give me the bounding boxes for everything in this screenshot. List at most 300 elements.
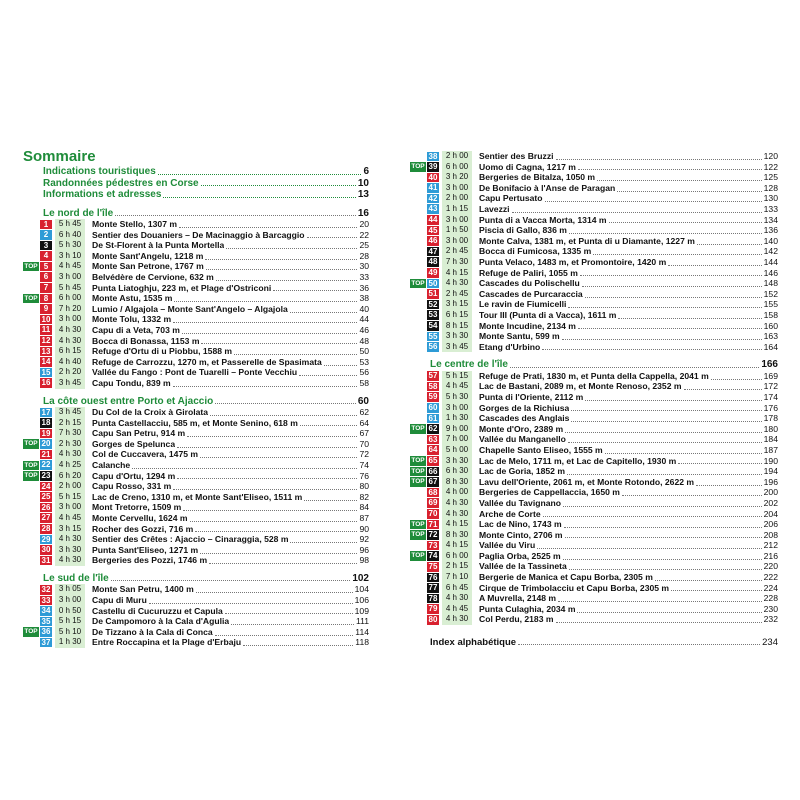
- route-row[interactable]: [410, 593, 778, 604]
- leader-dots: [593, 248, 761, 255]
- route-number: 17: [41, 407, 51, 417]
- route-name: Lac de Goria, 1852 m: [479, 466, 565, 477]
- route-duration: 2 h 00: [55, 481, 85, 492]
- route-name: Monte Tolu, 1332 m: [92, 314, 172, 325]
- route-number: 69: [428, 498, 438, 508]
- section-label: Le centre de l'île: [430, 359, 508, 371]
- route-row[interactable]: [410, 183, 778, 194]
- route-number: 21: [41, 449, 51, 459]
- route-row[interactable]: [23, 428, 369, 439]
- leader-dots: [196, 586, 353, 593]
- route-row[interactable]: [410, 487, 778, 498]
- route-page: 96: [359, 544, 369, 555]
- route-duration: 4 h 30: [55, 336, 85, 347]
- route-row[interactable]: [23, 471, 369, 482]
- route-name: Lac de Bastani, 2089 m, et Monte Renoso, 2352 m: [479, 381, 682, 392]
- route-number: 26: [41, 502, 51, 512]
- route-name: Col de Cuccavera, 1475 m: [92, 449, 199, 460]
- route-duration: 2 h 15: [55, 418, 85, 429]
- section-page: 102: [352, 572, 369, 584]
- route-duration: 4 h 25: [55, 460, 85, 471]
- route-duration: 4 h 30: [442, 614, 472, 625]
- leader-dots: [668, 259, 761, 266]
- route-row[interactable]: [23, 418, 369, 429]
- route-row[interactable]: [23, 534, 369, 545]
- top-badge: [23, 606, 39, 616]
- route-page: 232: [763, 614, 778, 625]
- route-name: Vallée du Viru: [479, 540, 536, 551]
- route-row[interactable]: [410, 604, 778, 615]
- route-row[interactable]: [410, 215, 778, 226]
- route-row[interactable]: [410, 434, 778, 445]
- route-row[interactable]: [23, 283, 369, 294]
- top-badge: [410, 194, 426, 204]
- route-page: 187: [763, 444, 778, 455]
- route-row[interactable]: [410, 540, 778, 551]
- route-name: Sentier des Bruzzi: [479, 151, 554, 161]
- route-row[interactable]: [23, 240, 369, 251]
- route-duration: 1 h 50: [442, 225, 472, 236]
- top-badge: [410, 403, 426, 413]
- route-row[interactable]: [410, 551, 778, 562]
- section: [410, 359, 778, 625]
- leader-dots: [571, 404, 761, 411]
- route-number: 24: [41, 481, 51, 491]
- route-name: Paglia Orba, 2525 m: [479, 550, 561, 561]
- top-badge: [410, 382, 426, 392]
- top-badge: [410, 604, 426, 614]
- route-number: 59: [428, 392, 438, 402]
- route-page: 174: [763, 391, 778, 402]
- route-number: 8: [40, 294, 52, 304]
- leader-dots: [585, 394, 761, 401]
- route-number: 39: [428, 162, 438, 172]
- top-badge: [23, 585, 39, 595]
- top-badge: [23, 273, 39, 283]
- route-row[interactable]: [410, 278, 778, 289]
- section: [23, 208, 369, 389]
- leader-dots: [173, 380, 358, 387]
- route-name: De Bonifacio à l'Anse de Paragan: [479, 182, 616, 193]
- route-page: 180: [763, 423, 778, 434]
- route-row[interactable]: [410, 371, 778, 382]
- route-name: Tour III (Punta di a Vacca), 1611 m: [479, 309, 617, 320]
- leader-dots: [115, 215, 356, 216]
- top-badge: [23, 638, 39, 648]
- route-duration: 5 h 30: [442, 392, 472, 403]
- leader-dots: [304, 494, 357, 501]
- top-badge: [410, 562, 426, 572]
- route-duration: 4 h 15: [442, 540, 472, 551]
- top-badge: TOP: [24, 262, 38, 270]
- route-row[interactable]: [23, 637, 369, 648]
- route-row[interactable]: [410, 151, 778, 162]
- route-row[interactable]: [23, 545, 369, 556]
- route-duration: 3 h 00: [442, 215, 472, 226]
- route-number: 46: [428, 236, 438, 246]
- route-number: 16: [41, 378, 51, 388]
- route-name: Capu di Muru: [92, 595, 147, 605]
- route-row[interactable]: [410, 466, 778, 477]
- top-badge: [23, 503, 39, 513]
- top-badge: [410, 268, 426, 278]
- route-row[interactable]: [410, 268, 778, 279]
- route-row[interactable]: [410, 456, 778, 467]
- route-number: 68: [428, 487, 438, 497]
- route-duration: 6 h 15: [55, 346, 85, 357]
- route-row[interactable]: [410, 498, 778, 509]
- route-number: 7: [40, 283, 52, 293]
- route-name: Bocca di Bonassa, 1153 m: [92, 335, 200, 346]
- route-duration: 3 h 30: [442, 331, 472, 342]
- intro-entry[interactable]: [23, 178, 369, 190]
- route-name: Punta Sant'Eliseo, 1271 m: [92, 544, 199, 555]
- route-page: 190: [763, 455, 778, 466]
- leader-dots: [234, 348, 357, 355]
- route-page: 80: [359, 481, 369, 492]
- leader-dots: [200, 451, 357, 458]
- leader-dots: [177, 441, 357, 448]
- route-name: Capu di a Veta, 703 m: [92, 324, 180, 335]
- route-row[interactable]: [23, 439, 369, 450]
- top-badge: [23, 220, 39, 230]
- route-row[interactable]: [23, 513, 369, 524]
- route-number: 72: [428, 530, 438, 540]
- leader-dots: [563, 500, 762, 507]
- route-row[interactable]: [23, 492, 369, 503]
- route-page: 155: [763, 299, 778, 310]
- route-duration: 4 h 30: [55, 555, 85, 566]
- top-badge: TOP: [24, 440, 38, 448]
- route-duration: 7 h 20: [55, 304, 85, 315]
- leader-dots: [201, 185, 356, 186]
- route-name: De Campomoro à la Cala d'Agulia: [92, 616, 230, 627]
- route-duration: 5 h 00: [442, 445, 472, 456]
- route-row[interactable]: [23, 304, 369, 315]
- route-number: 32: [41, 584, 51, 594]
- leader-dots: [617, 185, 761, 192]
- route-duration: 4 h 30: [55, 534, 85, 545]
- leader-dots: [622, 489, 762, 496]
- route-name: Vallée du Fango : Pont de Tuarelli – Ponte Vecchiu: [92, 367, 298, 378]
- route-row[interactable]: [410, 331, 778, 342]
- route-row[interactable]: [410, 403, 778, 414]
- route-page: 98: [359, 555, 369, 566]
- route-row[interactable]: [410, 392, 778, 403]
- section-heading[interactable]: [23, 208, 369, 220]
- route-page: 25: [359, 240, 369, 251]
- route-row[interactable]: [23, 357, 369, 368]
- intro-label: Informations et adresses: [43, 189, 162, 200]
- top-badge: [410, 247, 426, 257]
- route-name: Piscia di Gallo, 836 m: [479, 225, 567, 236]
- route-number: 53: [428, 310, 438, 320]
- section-heading[interactable]: [23, 573, 369, 585]
- route-page: 111: [355, 616, 369, 627]
- top-badge: [410, 310, 426, 320]
- route-row[interactable]: [410, 509, 778, 520]
- route-name: A Muvrella, 2148 m: [479, 593, 557, 604]
- route-number: 34: [41, 606, 51, 616]
- route-row[interactable]: [23, 555, 369, 566]
- route-row[interactable]: [23, 314, 369, 325]
- index-page: 234: [762, 637, 778, 649]
- route-row[interactable]: [410, 193, 778, 204]
- leader-dots: [569, 227, 762, 234]
- route-number: 80: [428, 614, 438, 624]
- route-number: 25: [41, 492, 51, 502]
- leader-dots: [543, 510, 762, 517]
- route-name: Punta Velaco, 1483 m, et Promontoire, 1420 m: [479, 256, 667, 267]
- leader-dots: [300, 419, 358, 426]
- route-row[interactable]: [410, 572, 778, 583]
- route-page: 133: [763, 203, 778, 214]
- route-number: 31: [41, 555, 51, 565]
- route-page: 20: [359, 219, 369, 229]
- leader-dots: [190, 515, 358, 522]
- route-duration: 4 h 30: [442, 509, 472, 520]
- route-row[interactable]: [410, 583, 778, 594]
- index-entry[interactable]: [410, 637, 778, 648]
- leader-dots: [226, 242, 357, 249]
- route-duration: 4 h 30: [442, 593, 472, 604]
- route-row[interactable]: [410, 445, 778, 456]
- right-column: [410, 151, 778, 648]
- route-row[interactable]: [410, 172, 778, 183]
- route-duration: 5 h 15: [55, 492, 85, 503]
- route-row[interactable]: [23, 460, 369, 471]
- top-badge: [23, 617, 39, 627]
- leader-dots: [609, 216, 762, 223]
- route-name: Le ravin de Fiumicelli: [479, 299, 567, 310]
- top-badge: [410, 583, 426, 593]
- leader-dots: [132, 462, 357, 469]
- route-row[interactable]: [410, 225, 778, 236]
- route-name: Monte Stello, 1307 m: [92, 219, 178, 229]
- route-row[interactable]: [23, 584, 369, 595]
- route-name: De Tizzano à la Cala di Conca: [92, 626, 213, 637]
- route-duration: 5 h 45: [55, 219, 85, 230]
- route-row[interactable]: [410, 477, 778, 488]
- route-name: Cascades des Anglais: [479, 413, 570, 424]
- leader-dots: [210, 409, 357, 416]
- route-name: Lavu dell'Oriente, 2061 m, et Monte Rotondo, 2622 m: [479, 476, 695, 487]
- route-name: Lavezzi: [479, 203, 510, 214]
- route-number: 12: [41, 336, 51, 346]
- route-row[interactable]: [23, 293, 369, 304]
- leader-dots: [200, 547, 357, 554]
- route-duration: 5 h 10: [55, 627, 85, 638]
- route-number: 6: [40, 272, 52, 282]
- route-row[interactable]: [23, 325, 369, 336]
- route-row[interactable]: [23, 481, 369, 492]
- route-page: 106: [354, 595, 369, 605]
- top-badge: TOP: [411, 467, 425, 475]
- route-row[interactable]: [410, 530, 778, 541]
- route-number: 54: [428, 321, 438, 330]
- leader-dots: [243, 639, 353, 646]
- route-page: 28: [359, 250, 369, 261]
- route-duration: 9 h 00: [442, 424, 472, 435]
- route-page: 148: [763, 278, 778, 289]
- section-label: Le nord de l'île: [43, 207, 114, 219]
- route-page: 194: [763, 466, 778, 477]
- route-page: 114: [355, 626, 369, 637]
- route-number: 71: [428, 519, 438, 529]
- route-name: Cascades du Polischellu: [479, 278, 580, 289]
- route-number: 3: [40, 241, 52, 251]
- top-badge: TOP: [411, 520, 425, 528]
- route-row[interactable]: [410, 162, 778, 173]
- route-row[interactable]: [23, 606, 369, 617]
- top-badge: [23, 596, 39, 606]
- route-name: Refuge de Paliri, 1055 m: [479, 267, 578, 278]
- section-page: 166: [761, 359, 778, 371]
- route-duration: 2 h 00: [442, 151, 472, 162]
- route-name: Refuge de Carrozzu, 1270 m, et Passerelle de Spasimata: [92, 356, 322, 367]
- route-number: 43: [428, 204, 438, 214]
- route-page: 58: [359, 377, 369, 388]
- route-row[interactable]: [23, 367, 369, 378]
- route-page: 212: [763, 540, 778, 551]
- top-badge: [410, 445, 426, 455]
- route-duration: 4 h 30: [55, 449, 85, 460]
- route-number: 70: [428, 509, 438, 518]
- leader-dots: [582, 280, 762, 287]
- leader-dots: [571, 415, 761, 422]
- route-row[interactable]: [23, 336, 369, 347]
- route-row[interactable]: [410, 246, 778, 257]
- route-number: 36: [41, 627, 51, 637]
- route-duration: 6 h 00: [442, 551, 472, 562]
- route-duration: 4 h 45: [55, 261, 85, 272]
- leader-dots: [537, 542, 761, 549]
- leader-dots: [299, 369, 357, 376]
- intro-page: 10: [357, 177, 369, 189]
- section: [23, 396, 369, 566]
- route-row[interactable]: [23, 616, 369, 627]
- section-heading[interactable]: [410, 359, 778, 371]
- top-badge: [23, 482, 39, 492]
- route-duration: 6 h 15: [442, 310, 472, 321]
- route-row[interactable]: [410, 342, 778, 353]
- route-row[interactable]: [410, 381, 778, 392]
- leader-dots: [163, 197, 356, 198]
- route-duration: 8 h 30: [442, 530, 472, 541]
- route-name: Punta Culaghia, 2034 m: [479, 603, 576, 614]
- route-row[interactable]: [23, 346, 369, 357]
- route-row[interactable]: [23, 449, 369, 460]
- top-badge: [23, 408, 39, 418]
- top-badge: [23, 545, 39, 555]
- leader-dots: [177, 472, 357, 479]
- route-row[interactable]: [410, 519, 778, 530]
- route-name: De St-Florent à la Punta Mortella: [92, 240, 225, 251]
- route-row[interactable]: [23, 595, 369, 606]
- route-row[interactable]: [410, 310, 778, 321]
- route-row[interactable]: [410, 561, 778, 572]
- route-page: 176: [763, 402, 778, 413]
- top-badge: TOP: [411, 531, 425, 539]
- leader-dots: [173, 483, 357, 490]
- route-name: Capu San Petru, 914 m: [92, 428, 186, 439]
- intro-entry[interactable]: [23, 166, 369, 178]
- route-page: 46: [359, 324, 369, 335]
- route-number: 49: [428, 268, 438, 278]
- route-row[interactable]: [410, 299, 778, 310]
- intro-entry[interactable]: [23, 189, 369, 201]
- top-badge: TOP: [24, 472, 38, 480]
- route-row[interactable]: [23, 230, 369, 241]
- route-row[interactable]: [23, 524, 369, 535]
- top-badge: TOP: [24, 461, 38, 469]
- left-column: [23, 148, 369, 648]
- top-badge: [23, 368, 39, 378]
- route-row[interactable]: [23, 251, 369, 262]
- route-number: 65: [428, 456, 438, 466]
- route-row[interactable]: [410, 257, 778, 268]
- route-number: 22: [41, 460, 51, 470]
- right-top-list: [410, 151, 778, 352]
- route-row[interactable]: [23, 219, 369, 230]
- route-page: 74: [359, 459, 369, 470]
- leader-dots: [567, 468, 762, 475]
- route-row[interactable]: [410, 413, 778, 424]
- route-duration: 4 h 30: [55, 325, 85, 336]
- route-number: 77: [428, 583, 438, 593]
- route-duration: 3 h 00: [442, 183, 472, 194]
- route-page: 48: [359, 335, 369, 346]
- route-page: 36: [359, 282, 369, 293]
- route-row[interactable]: [23, 272, 369, 283]
- top-badge: [410, 300, 426, 310]
- route-page: 67: [359, 428, 369, 439]
- route-row[interactable]: [23, 502, 369, 513]
- route-number: 14: [41, 357, 51, 367]
- route-row[interactable]: [23, 261, 369, 272]
- route-name: Etang d'Urbino: [479, 341, 541, 352]
- leader-dots: [671, 584, 762, 591]
- route-page: 146: [763, 267, 778, 278]
- top-badge: [410, 342, 426, 352]
- route-row[interactable]: [23, 407, 369, 418]
- route-duration: 3 h 10: [55, 251, 85, 262]
- route-row[interactable]: [410, 289, 778, 300]
- route-name: Monte San Petru, 1400 m: [92, 584, 194, 595]
- route-row[interactable]: [410, 424, 778, 435]
- route-duration: 4 h 30: [442, 498, 472, 509]
- route-page: 222: [763, 572, 778, 583]
- route-row[interactable]: [23, 378, 369, 389]
- route-number: 73: [428, 540, 438, 550]
- route-row[interactable]: [23, 627, 369, 638]
- route-name: Punta Liatoghju, 223 m, et Plage d'Ostriconi: [92, 282, 272, 293]
- section: [23, 573, 369, 648]
- route-row[interactable]: [410, 236, 778, 247]
- route-row[interactable]: [410, 204, 778, 215]
- leader-dots: [711, 373, 762, 380]
- route-row[interactable]: [410, 321, 778, 332]
- section-heading[interactable]: [23, 396, 369, 408]
- leader-dots: [225, 607, 353, 614]
- route-duration: 3 h 00: [442, 236, 472, 247]
- section-page: 16: [357, 207, 369, 219]
- route-page: 56: [359, 367, 369, 378]
- top-badge: TOP: [411, 279, 425, 287]
- route-row[interactable]: [410, 614, 778, 625]
- leader-dots: [605, 447, 762, 454]
- route-page: 178: [763, 413, 778, 424]
